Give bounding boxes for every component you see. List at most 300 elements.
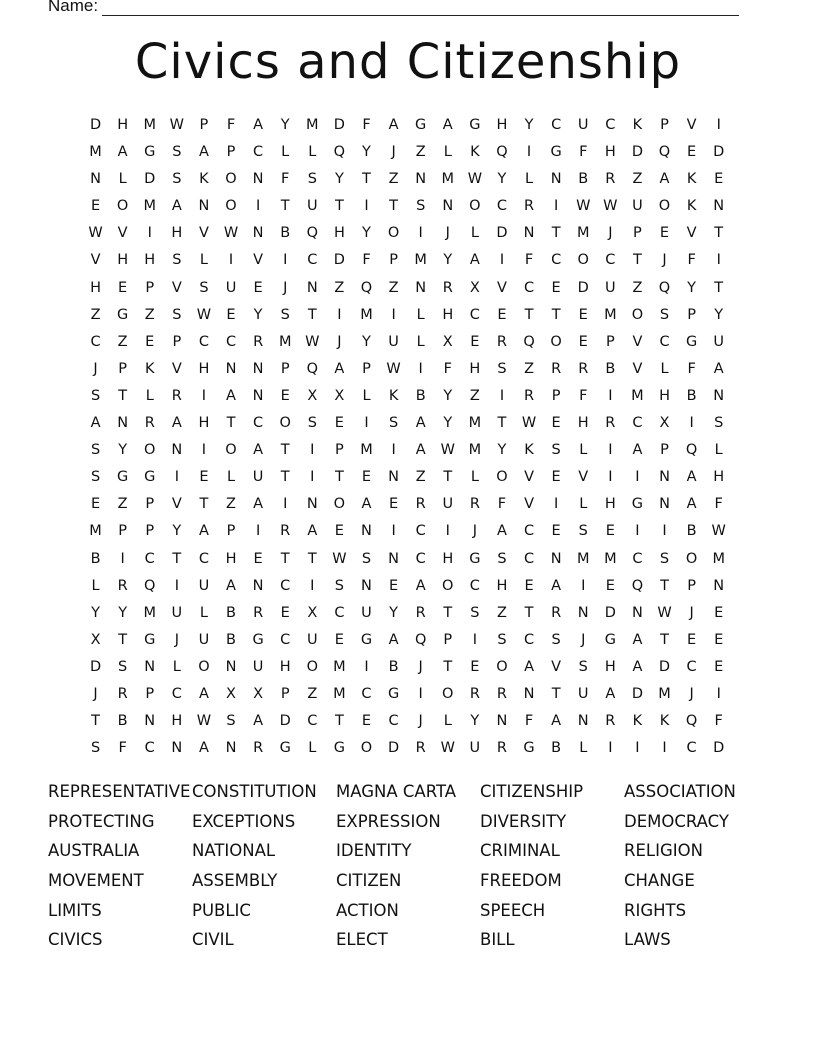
grid-cell: F	[579, 387, 588, 404]
grid-cell: Y	[524, 117, 534, 133]
grid-row	[82, 518, 732, 545]
word-bank-item: ASSOCIATION	[624, 782, 736, 801]
grid-cell: I	[228, 252, 234, 269]
grid-cell: E	[253, 279, 263, 296]
grid-cell: P	[226, 144, 236, 161]
grid-cell: S	[497, 550, 507, 567]
grid-cell: T	[714, 225, 724, 242]
grid-cell: Y	[389, 604, 398, 621]
grid-cell: N	[171, 442, 183, 459]
grid-cell: P	[633, 225, 642, 242]
grid-cell: I	[716, 685, 721, 702]
grid-cell: I	[445, 523, 450, 540]
grid-cell: U	[198, 577, 210, 594]
grid-cell: I	[499, 387, 505, 404]
grid-cell: E	[605, 523, 615, 540]
grid-cell: T	[551, 685, 561, 702]
grid-row	[82, 220, 732, 247]
grid-cell: I	[635, 523, 640, 540]
grid-cell: H	[225, 550, 237, 567]
grid-cell: O	[116, 198, 129, 215]
grid-cell: A	[415, 415, 426, 432]
grid-cell: U	[713, 333, 725, 350]
grid-cell: N	[550, 171, 562, 188]
grid-cell: A	[198, 144, 209, 161]
grid-cell: T	[118, 631, 128, 648]
grid-cell: D	[89, 117, 102, 133]
grid-cell: N	[225, 740, 237, 757]
grid-cell: T	[118, 387, 128, 404]
grid-cell: C	[551, 252, 562, 269]
grid-cell: E	[714, 658, 724, 675]
grid-cell: X	[659, 415, 670, 432]
grid-cell: I	[364, 658, 369, 675]
grid-cell: L	[714, 442, 723, 459]
grid-cell: Y	[362, 144, 371, 161]
grid-cell: U	[198, 631, 210, 648]
grid-cell: N	[442, 198, 454, 215]
grid-cell: I	[581, 577, 586, 594]
grid-cell: E	[361, 713, 372, 730]
grid-row	[82, 708, 732, 735]
grid-cell: R	[415, 496, 426, 513]
grid-cell: P	[118, 360, 128, 377]
grid-cell: I	[337, 306, 342, 323]
grid-cell: M	[604, 306, 617, 323]
grid-cell: V	[253, 252, 264, 269]
grid-cell: U	[361, 604, 372, 621]
grid-cell: R	[469, 496, 480, 513]
grid-cell: N	[252, 360, 264, 377]
grid-cell: R	[117, 685, 128, 702]
grid-cell: I	[526, 144, 532, 161]
grid-cell: V	[524, 469, 534, 486]
grid-cell: U	[469, 740, 481, 757]
word-bank-item: BILL	[480, 930, 515, 950]
grid-cell: E	[714, 631, 724, 648]
grid-cell: O	[387, 225, 400, 242]
grid-cell: E	[253, 550, 263, 567]
grid-cell: I	[310, 577, 315, 594]
grid-cell: R	[253, 740, 264, 757]
grid-cell: J	[689, 604, 694, 621]
grid-cell: C	[90, 333, 101, 350]
word-bank-item: AUSTRALIA	[48, 841, 140, 861]
grid-cell: P	[660, 442, 669, 459]
grid-cell: P	[145, 685, 155, 702]
grid-cell: Y	[497, 442, 507, 459]
grid-cell: V	[578, 469, 589, 486]
grid-cell: T	[551, 306, 561, 323]
word-bank-item: CITIZEN	[336, 871, 402, 891]
grid-cell: I	[554, 198, 559, 215]
grid-cell: F	[714, 496, 723, 513]
grid-cell: A	[632, 631, 643, 648]
grid-cell: K	[686, 198, 697, 215]
grid-cell: X	[253, 685, 264, 702]
grid-cell: C	[388, 713, 399, 730]
grid-cell: Z	[307, 685, 318, 702]
grid-cell: G	[360, 631, 373, 648]
grid-cell: U	[306, 631, 318, 648]
grid-cell: X	[469, 279, 480, 296]
grid-cell: G	[117, 469, 129, 486]
grid-cell: J	[662, 252, 667, 269]
grid-cell: S	[90, 387, 101, 404]
grid-cell: L	[579, 496, 588, 513]
grid-cell: S	[90, 469, 101, 486]
name-field	[48, 0, 739, 16]
word-bank-item: ACTION	[336, 900, 399, 920]
grid-cell: A	[90, 415, 101, 432]
grid-cell: P	[280, 360, 290, 377]
grid-cell: N	[361, 577, 372, 594]
grid-cell: I	[283, 496, 288, 513]
grid-cell: E	[551, 279, 561, 296]
grid-cell: R	[524, 198, 535, 215]
grid-cell: I	[554, 496, 559, 513]
grid-cell: H	[469, 360, 481, 377]
grid-cell: V	[117, 225, 128, 242]
grid-cell: W	[467, 171, 483, 188]
grid-cell: J	[472, 523, 477, 540]
grid-cell: N	[713, 387, 725, 404]
word-bank-item: CONSTITUTION	[192, 782, 317, 801]
grid-cell: U	[442, 496, 454, 513]
grid-cell: P	[280, 685, 290, 702]
grid-cell: M	[143, 604, 156, 621]
grid-cell: Y	[334, 171, 344, 188]
grid-cell: E	[145, 333, 155, 350]
grid-cell: K	[524, 442, 534, 459]
grid-cell: N	[252, 387, 264, 404]
grid-cell: A	[307, 523, 318, 540]
grid-cell: O	[144, 442, 156, 459]
word-bank-item: ASSEMBLY	[192, 871, 278, 891]
grid-cell: E	[280, 604, 290, 621]
grid-cell: W	[332, 550, 347, 567]
grid-cell: I	[608, 387, 613, 404]
grid-cell: P	[118, 523, 128, 540]
word-bank-item: NATIONAL	[192, 841, 276, 861]
word-bank-item: FREEDOM	[480, 871, 562, 891]
grid-cell: H	[279, 658, 291, 675]
grid-cell: P	[145, 496, 155, 513]
grid-cell: X	[90, 631, 101, 648]
grid-cell: I	[201, 387, 207, 404]
grid-cell: D	[713, 144, 725, 161]
grid-cell: O	[360, 740, 373, 757]
grid-cell: G	[144, 631, 156, 648]
grid-cell: D	[713, 740, 725, 757]
grid-cell: S	[578, 658, 588, 675]
grid-cell: Q	[685, 442, 698, 459]
grid-cell: L	[579, 442, 588, 459]
grid-cell: D	[387, 740, 400, 757]
grid-cell: V	[632, 333, 643, 350]
grid-cell: I	[716, 252, 721, 269]
grid-cell: W	[576, 198, 591, 215]
grid-cell: K	[686, 171, 697, 188]
grid-row	[82, 681, 732, 708]
grid-cell: E	[687, 144, 697, 161]
grid-cell: H	[90, 279, 101, 296]
grid-cell: Y	[118, 604, 128, 621]
grid-cell: E	[334, 523, 344, 540]
grid-cell: C	[253, 415, 264, 432]
grid-cell: L	[199, 252, 208, 269]
grid-cell: C	[496, 198, 508, 215]
grid-cell: Q	[414, 631, 427, 648]
grid-cell: X	[226, 685, 236, 702]
grid-cell: P	[226, 523, 236, 540]
grid-cell: Y	[443, 387, 453, 404]
grid-cell: A	[198, 523, 209, 540]
grid-cell: T	[199, 496, 209, 513]
grid-cell: C	[523, 550, 535, 567]
grid-cell: U	[388, 333, 399, 350]
grid-cell: G	[685, 333, 698, 350]
grid-cell: J	[581, 631, 586, 648]
grid-cell: I	[391, 442, 396, 459]
grid-cell: C	[144, 740, 155, 757]
grid-cell: C	[605, 117, 616, 133]
grid-cell: M	[143, 117, 156, 133]
grid-cell: N	[90, 171, 101, 188]
grid-row	[82, 491, 732, 518]
grid-cell: H	[442, 306, 454, 323]
grid-cell: M	[360, 306, 373, 323]
grid-cell: S	[118, 658, 128, 675]
grid-cell: N	[306, 279, 318, 296]
grid-row	[82, 573, 732, 600]
grid-cell: O	[333, 496, 346, 513]
grid-cell: C	[253, 144, 264, 161]
grid-cell: A	[659, 171, 670, 188]
grid-cell: W	[440, 442, 455, 459]
grid-cell: A	[388, 631, 399, 648]
letter-grid	[82, 112, 732, 762]
word-bank-item: CITIZENSHIP	[480, 782, 584, 801]
grid-cell: N	[496, 713, 508, 730]
grid-cell: Y	[362, 225, 371, 242]
grid-cell: N	[415, 171, 427, 188]
grid-cell: K	[199, 171, 209, 188]
grid-cell: G	[279, 740, 291, 757]
grid-cell: I	[608, 469, 613, 486]
grid-cell: N	[577, 604, 589, 621]
grid-cell: G	[252, 631, 264, 648]
grid-cell: B	[226, 604, 236, 621]
grid-cell: G	[387, 685, 400, 702]
grid-cell: I	[608, 442, 613, 459]
word-bank-item: ELECT	[336, 930, 388, 950]
grid-cell: W	[196, 306, 212, 323]
grid-cell: T	[632, 252, 642, 269]
word-bank-item: DIVERSITY	[480, 811, 567, 831]
grid-cell: S	[226, 713, 236, 730]
grid-cell: C	[307, 713, 318, 730]
grid-cell: E	[578, 333, 588, 350]
grid-cell: C	[632, 415, 643, 432]
grid-cell: R	[171, 387, 182, 404]
grid-cell: N	[144, 658, 156, 675]
grid-cell: C	[198, 550, 209, 567]
grid-cell: A	[496, 523, 507, 540]
grid-cell: I	[689, 415, 694, 432]
grid-cell: I	[391, 523, 396, 540]
grid-cell: Y	[253, 306, 263, 323]
grid-cell: L	[308, 740, 317, 757]
grid-row	[82, 166, 732, 193]
grid-cell: F	[118, 740, 127, 757]
grid-cell: A	[388, 117, 399, 133]
grid-cell: A	[226, 577, 236, 594]
grid-cell: M	[89, 144, 102, 161]
grid-cell: N	[144, 713, 156, 730]
grid-cell: V	[171, 360, 182, 377]
grid-cell: U	[252, 658, 264, 675]
grid-cell: K	[659, 713, 670, 730]
grid-cell: O	[550, 333, 562, 350]
grid-cell: T	[280, 198, 290, 215]
grid-cell: Z	[117, 333, 128, 350]
grid-cell: K	[388, 387, 399, 404]
grid-cell: T	[172, 550, 182, 567]
grid-cell: R	[415, 604, 426, 621]
grid-cell: O	[442, 685, 454, 702]
grid-cell: Y	[497, 171, 507, 188]
grid-cell: T	[307, 550, 317, 567]
grid-cell: L	[443, 713, 452, 730]
grid-cell: E	[226, 306, 236, 323]
grid-cell: K	[632, 713, 643, 730]
grid-cell: O	[685, 550, 698, 567]
grid-cell: I	[662, 523, 667, 540]
grid-cell: X	[442, 333, 453, 350]
grid-cell: U	[605, 279, 616, 296]
grid-cell: J	[689, 685, 694, 702]
grid-cell: N	[388, 550, 399, 567]
grid-cell: D	[89, 658, 102, 675]
word-bank	[48, 777, 768, 955]
grid-cell: C	[523, 279, 535, 296]
grid-cell: I	[418, 685, 423, 702]
word-bank-item: LAWS	[624, 930, 671, 950]
grid-cell: R	[415, 740, 426, 757]
grid-cell: S	[497, 631, 507, 648]
grid-cell: N	[577, 713, 589, 730]
grid-cell: L	[199, 604, 208, 621]
grid-cell: H	[604, 144, 616, 161]
grid-cell: R	[605, 415, 616, 432]
grid-cell: P	[172, 333, 182, 350]
grid-cell: I	[255, 523, 261, 540]
grid-cell: N	[117, 415, 129, 432]
grid-cell: E	[118, 279, 128, 296]
grid-row	[82, 302, 732, 329]
grid-cell: N	[659, 496, 670, 513]
grid-cell: I	[418, 225, 423, 242]
grid-cell: B	[686, 523, 697, 540]
grid-cell: C	[307, 252, 318, 269]
grid-cell: S	[388, 415, 399, 432]
grid-cell: E	[687, 631, 697, 648]
grid-cell: T	[551, 225, 561, 242]
grid-cell: X	[307, 387, 318, 404]
grid-cell: R	[605, 713, 616, 730]
grid-cell: R	[496, 685, 507, 702]
grid-cell: T	[389, 198, 398, 215]
grid-cell: A	[415, 577, 426, 594]
grid-cell: C	[280, 631, 291, 648]
grid-cell: N	[171, 740, 183, 757]
grid-cell: M	[278, 333, 292, 350]
grid-cell: P	[335, 442, 344, 459]
grid-cell: O	[496, 469, 508, 486]
grid-cell: A	[632, 658, 643, 675]
grid-cell: Q	[631, 577, 644, 594]
grid-cell: R	[144, 415, 155, 432]
grid-cell: T	[524, 604, 534, 621]
grid-cell: N	[631, 604, 643, 621]
grid-cell: F	[362, 117, 371, 133]
grid-cell: Q	[685, 713, 698, 730]
grid-cell: I	[418, 360, 423, 377]
grid-cell: I	[174, 469, 179, 486]
grid-cell: Q	[658, 144, 671, 161]
grid-cell: H	[117, 117, 129, 133]
grid-cell: E	[578, 306, 588, 323]
grid-cell: P	[145, 279, 155, 296]
grid-cell: R	[117, 577, 128, 594]
grid-cell: A	[361, 496, 372, 513]
grid-cell: Z	[117, 496, 128, 513]
grid-cell: M	[468, 415, 482, 432]
grid-cell: L	[172, 658, 181, 675]
grid-cell: C	[171, 685, 182, 702]
grid-cell: T	[280, 442, 290, 459]
grid-cell: J	[418, 713, 423, 730]
grid-cell: D	[658, 658, 671, 675]
grid-cell: J	[445, 225, 450, 242]
grid-cell: S	[307, 415, 317, 432]
grid-cell: I	[635, 469, 640, 486]
grid-cell: U	[632, 198, 643, 215]
grid-cell: H	[117, 252, 129, 269]
grid-cell: S	[172, 252, 182, 269]
grid-cell: A	[171, 198, 182, 215]
grid-cell: P	[443, 631, 453, 648]
grid-cell: S	[307, 171, 317, 188]
grid-cell: L	[226, 469, 236, 486]
grid-cell: C	[225, 333, 237, 350]
grid-cell: B	[90, 550, 101, 567]
grid-cell: M	[441, 171, 455, 188]
grid-cell: S	[659, 306, 670, 323]
grid-cell: F	[443, 360, 452, 377]
grid-cell: K	[632, 117, 643, 133]
grid-cell: C	[686, 658, 697, 675]
grid-cell: J	[283, 279, 288, 296]
grid-cell: P	[605, 333, 615, 350]
grid-cell: A	[253, 496, 264, 513]
grid-cell: L	[660, 360, 669, 377]
grid-cell: R	[524, 387, 535, 404]
grid-cell: A	[551, 713, 562, 730]
grid-cell: E	[714, 171, 724, 188]
grid-cell: I	[716, 117, 721, 133]
